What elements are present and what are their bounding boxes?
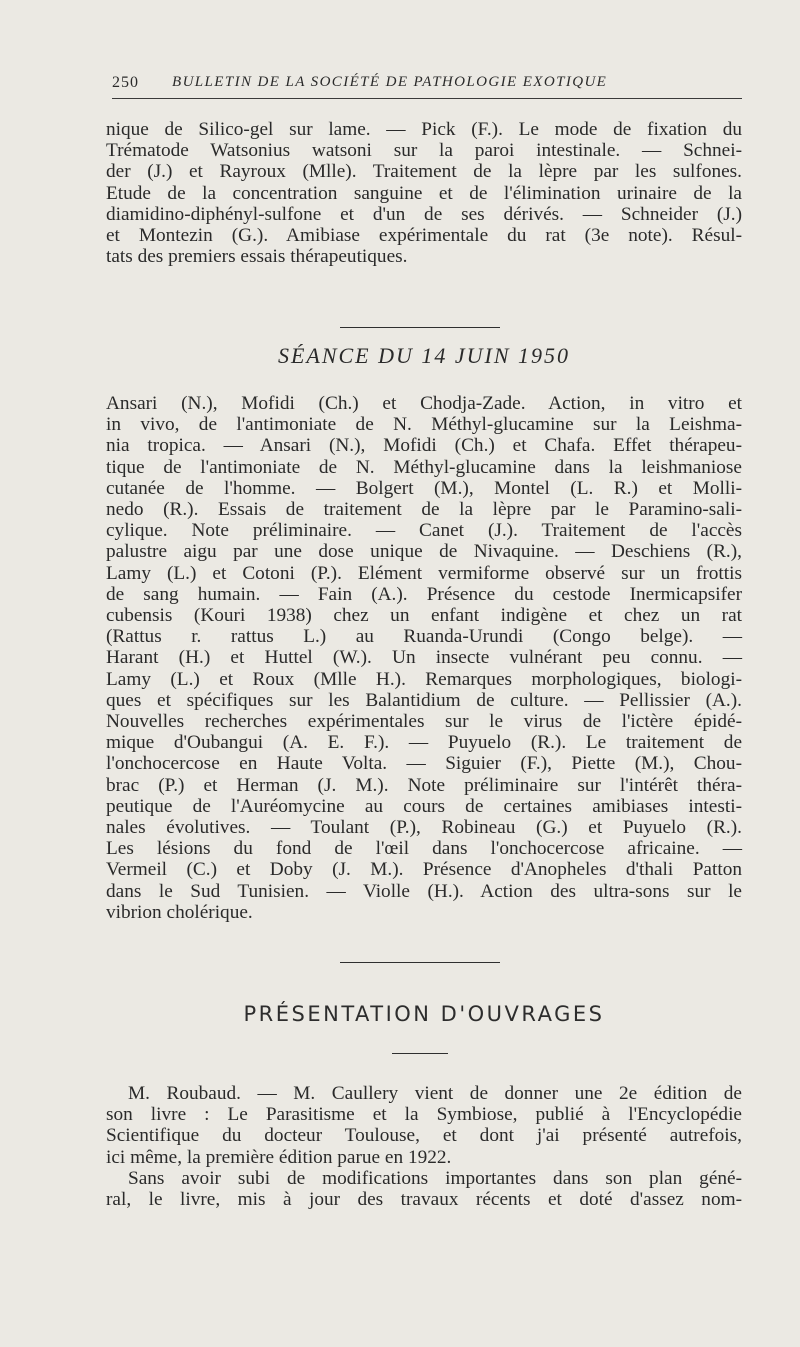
text-line: palustre aigu par une dose unique de Nivaquine. — Deschiens (R.), xyxy=(106,541,742,563)
text-line: tats des premiers essais thérapeutiques. xyxy=(106,246,408,268)
text-line: ques et spécifiques sur les Balantidium de culture. — Pellissier (A.). xyxy=(106,689,742,711)
text-line: nique de Silico-gel sur lame. — Pick (F.). Le mode de fixation du xyxy=(106,119,742,140)
text-line: Sans avoir subi de modifications importantes dans son plan géné- xyxy=(128,1168,742,1189)
text-line: Vermeil (C.) et Doby (J. M.). Présence d'Anopheles d'thali Patton xyxy=(106,859,742,881)
text-line: Scientifique du docteur Toulouse, et dont j'ai présenté autrefois, xyxy=(106,1125,742,1147)
seance-title: SÉANCE DU 14 JUIN 1950 xyxy=(277,343,571,368)
text-line: Nouvelles recherches expérimentales sur le virus de l'ictère épidé- xyxy=(106,711,742,733)
text-line: ici même, la première édition parue en 1922. xyxy=(106,1146,452,1168)
seance-text xyxy=(106,393,742,923)
text-line: nia tropica. — Ansari (N.), Mofidi (Ch.) et Chafa. Effet thérapeu- xyxy=(106,435,742,457)
text-line: Trématode Watsonius watsoni sur la paroi intestinale. — Schnei- xyxy=(106,140,742,162)
text-line: de sang humain. — Fain (A.). Présence du cestode Inermicapsifer xyxy=(106,583,742,605)
text-line: cubensis (Kouri 1938) chez un enfant indigène et chez un rat xyxy=(106,605,742,627)
text-line: mique d'Oubangui (A. E. F.). — Puyuelo (R.). Le traitement de xyxy=(106,732,742,754)
text-line: et Montezin (G.). Amibiase expérimentale du rat (3e note). Résul- xyxy=(106,225,742,247)
text-line: cylique. Note préliminaire. — Canet (J.). Traitement de l'accès xyxy=(106,520,742,542)
text-line: Les lésions du fond de l'œil dans l'onchocercose africaine. — xyxy=(106,838,742,860)
text-line: Harant (H.) et Huttel (W.). Un insecte vulnérant peu connu. — xyxy=(106,647,742,669)
text-line: diamidino-diphényl-sulfone et d'un de ses dérivés. — Schneider (J.) xyxy=(106,203,742,225)
text-line: (Rattus r. rattus L.) au Ruanda-Urundi (Congo belge). — xyxy=(106,626,742,648)
text-line: nales évolutives. — Toulant (P.), Robineau (G.) et Puyuelo (R.). xyxy=(106,817,742,839)
previous-session-text xyxy=(106,119,742,267)
page-header xyxy=(112,74,742,99)
text-line: Ansari (N.), Mofidi (Ch.) et Chodja-Zade. Action, in vitro et xyxy=(106,393,742,414)
presentation-paragraph-1 xyxy=(106,1083,742,1168)
text-line: peutique de l'Auréomycine au cours de certaines amibiases intesti- xyxy=(106,795,742,817)
text-line: in vivo, de l'antimoniate de N. Méthyl-glucamine sur la Leishma- xyxy=(106,414,742,436)
section-divider xyxy=(340,962,500,963)
presentation-paragraph-2 xyxy=(106,1168,742,1210)
text-line: ral, le livre, mis à jour des travaux récents et doté d'assez nom- xyxy=(106,1189,742,1211)
presentation-title: PRÉSENTATION D'OUVRAGES xyxy=(243,1002,605,1026)
text-line: cutanée de l'homme. — Bolgert (M.), Montel (L. R.) et Molli- xyxy=(106,477,742,499)
text-line: Lamy (L.) et Cotoni (P.). Elément vermiforme observé sur un frottis xyxy=(106,562,742,584)
section-divider xyxy=(340,327,500,328)
text-line: der (J.) et Rayroux (Mlle). Traitement de la lèpre par les sulfones. xyxy=(106,161,742,183)
text-line: dans le Sud Tunisien. — Violle (H.). Action des ultra-sons sur le xyxy=(106,880,742,902)
text-line: son livre : Le Parasitisme et la Symbiose, publié à l'Encyclopédie xyxy=(106,1104,742,1126)
text-line: brac (P.) et Herman (J. M.). Note préliminaire sur l'intérêt théra- xyxy=(106,774,742,796)
text-line: nedo (R.). Essais de traitement de la lèpre par le Paramino-sali- xyxy=(106,499,742,521)
text-line: Etude de la concentration sanguine et de l'élimination urinaire de la xyxy=(106,182,742,204)
title-underline xyxy=(392,1053,448,1054)
running-title: BULLETIN DE LA SOCIÉTÉ DE PATHOLOGIE EXOTIQUE xyxy=(172,74,608,90)
text-line: Lamy (L.) et Roux (Mlle H.). Remarques morphologiques, biologi- xyxy=(106,668,742,690)
text-line: M. Roubaud. — M. Caullery vient de donner une 2e édition de xyxy=(128,1083,742,1104)
text-line: tique de l'antimoniate de N. Méthyl-glucamine dans la leishmaniose xyxy=(106,456,742,478)
text-line: l'onchocercose en Haute Volta. — Siguier (F.), Piette (M.), Chou- xyxy=(106,753,742,775)
text-line: vibrion cholérique. xyxy=(106,901,253,923)
page-number: 250 xyxy=(112,74,139,91)
